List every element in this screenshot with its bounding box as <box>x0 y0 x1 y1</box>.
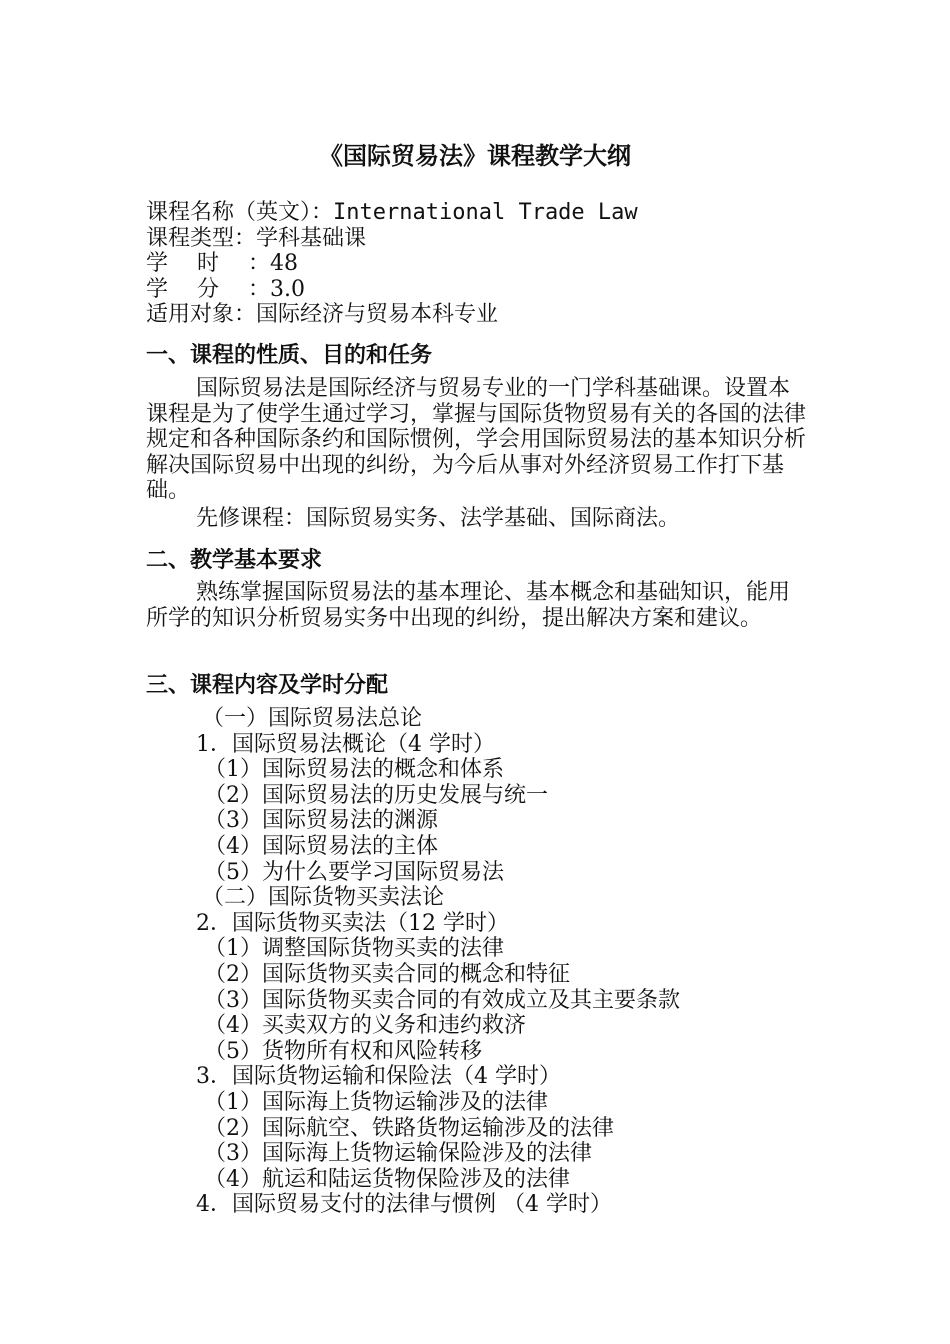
outline-item: （5）为什么要学习国际贸易法 <box>204 859 504 885</box>
outline-sub: 4．国际贸易支付的法律与惯例 （4 学时） <box>196 1192 612 1218</box>
prerequisites-paragraph: 先修课程：国际贸易实务、法学基础、国际商法。 <box>196 506 681 531</box>
outline-item: （5）货物所有权和风险转移 <box>204 1038 482 1064</box>
info-row-audience <box>146 302 638 328</box>
info-row-type <box>146 226 638 252</box>
outline-item: （1）国际贸易法的概念和体系 <box>204 757 504 783</box>
section-heading-2: 二、教学基本要求 <box>146 548 323 573</box>
info-key: 课程名称（英文）： <box>146 200 334 225</box>
outline-item: （4）国际贸易法的主体 <box>204 833 438 859</box>
info-value: 3.0 <box>270 276 305 302</box>
info-value: 国际经济与贸易本科专业 <box>256 302 499 327</box>
info-value: 48 <box>270 251 298 276</box>
outline-sec: （一）国际贸易法总论 <box>202 706 423 731</box>
info-key: 学时： <box>146 251 270 276</box>
course-info <box>146 200 638 328</box>
section1-paragraph: 国际贸易法是国际经济与贸易专业的一门学科基础课。设置本课程是为了使学生通过学习，掌握与国际货物贸易有关的各国的法律规定和各种国际条约和国际惯例，学会用国际贸易法的基本知识分析解决国际贸易中出现的纠纷，为今后从事对外经济贸易工作打下基础。 <box>146 376 807 503</box>
outline-item: （1）调整国际货物买卖的法律 <box>204 936 504 962</box>
section-heading-1: 一、课程的性质、目的和任务 <box>146 343 433 368</box>
document-title: 《国际贸易法》课程教学大纲 <box>319 142 631 170</box>
outline-item: （4）买卖双方的义务和违约救济 <box>204 1013 526 1039</box>
info-row-english-name <box>146 200 638 226</box>
info-key: 适用对象： <box>146 302 257 327</box>
outline-item: （3）国际贸易法的渊源 <box>204 808 438 834</box>
outline-item: （2）国际货物买卖合同的概念和特征 <box>204 961 570 987</box>
outline-item: （3）国际海上货物运输保险涉及的法律 <box>204 1141 592 1167</box>
info-row-hours <box>146 251 638 277</box>
info-value: International Trade Law <box>333 200 638 225</box>
info-key: 学分： <box>146 276 270 302</box>
course-outline <box>196 706 680 1218</box>
outline-item: （3）国际货物买卖合同的有效成立及其主要条款 <box>204 987 680 1013</box>
section-heading-3: 三、课程内容及学时分配 <box>146 673 389 698</box>
info-key: 课程类型： <box>146 225 257 251</box>
outline-sub: 3．国际货物运输和保险法（4 学时） <box>196 1064 561 1090</box>
info-value: 学科基础课 <box>256 225 367 251</box>
info-row-credits <box>146 277 638 303</box>
outline-item: （4）航运和陆运货物保险涉及的法律 <box>204 1166 570 1192</box>
outline-sub: 2．国际货物买卖法（12 学时） <box>196 910 509 936</box>
outline-sec: （二）国际货物买卖法论 <box>202 885 445 911</box>
section2-paragraph: 熟练掌握国际贸易法的基本理论、基本概念和基础知识，能用所学的知识分析贸易实务中出现的纠纷，提出解决方案和建议。 <box>146 580 791 631</box>
outline-item: （2）国际航空、铁路货物运输涉及的法律 <box>204 1115 614 1141</box>
outline-sub: 1．国际贸易法概论（4 学时） <box>196 731 495 757</box>
outline-item: （1）国际海上货物运输涉及的法律 <box>204 1089 548 1115</box>
outline-item: （2）国际贸易法的历史发展与统一 <box>204 782 548 808</box>
